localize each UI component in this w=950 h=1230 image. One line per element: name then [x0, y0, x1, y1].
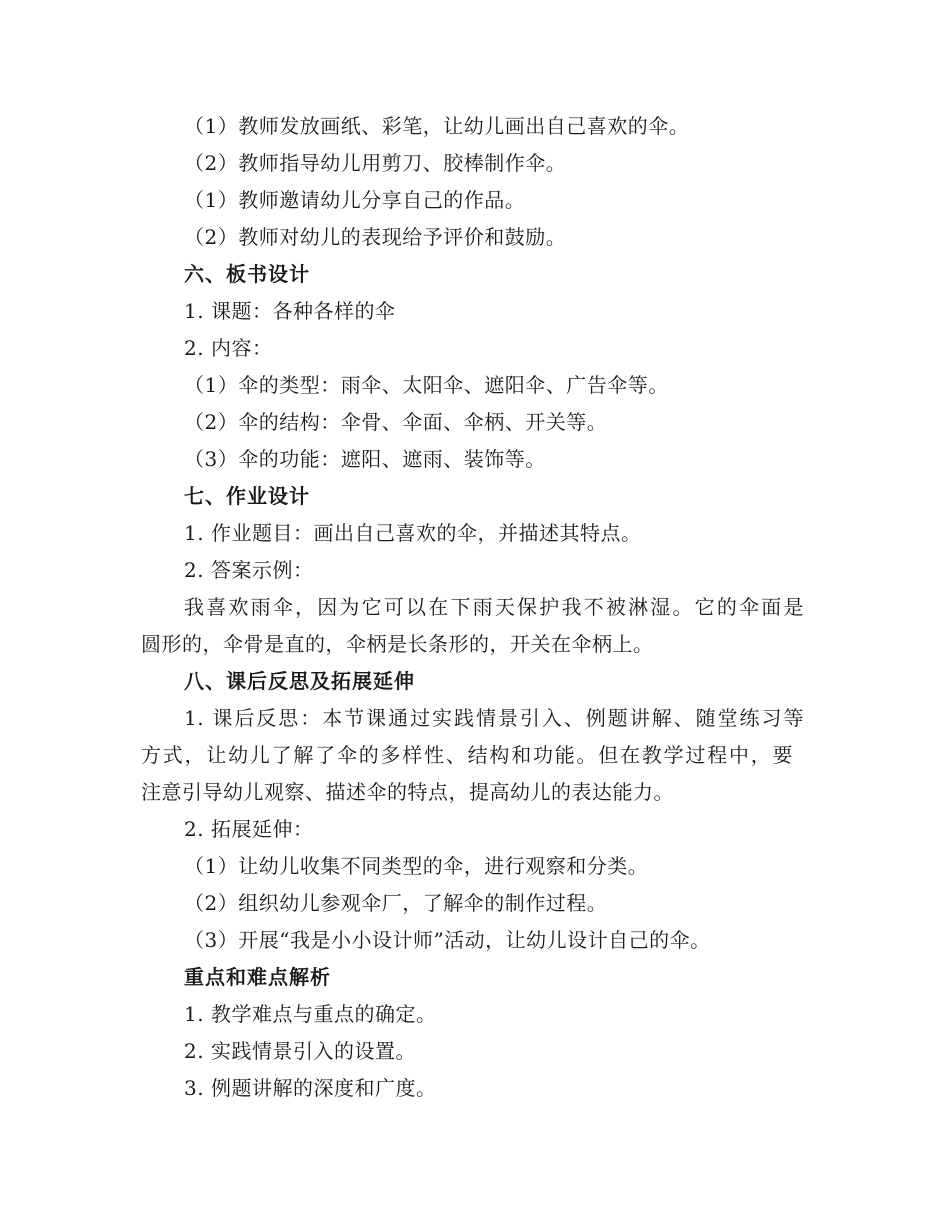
reflection-line-3: 注意引导幼儿观察、描述伞的特点，提高幼儿的表达能力。	[141, 780, 674, 804]
extension-label: 2. 拓展延伸：	[184, 817, 314, 841]
homework-answer-label: 2. 答案示例：	[184, 558, 314, 582]
board-topic: 1. 课题：各种各样的伞	[184, 299, 396, 323]
activity-step-make: （2）教师指导幼儿用剪刀、胶棒制作伞。	[184, 151, 567, 175]
board-umbrella-function: （3）伞的功能：遮阳、遮雨、装饰等。	[184, 447, 546, 471]
extension-item-collect: （1）让幼儿收集不同类型的伞，进行观察和分类。	[184, 854, 649, 878]
section-heading-reflection: 八、课后反思及拓展延伸	[184, 669, 415, 693]
activity-step-draw: （1）教师发放画纸、彩笔，让幼儿画出自己喜欢的伞。	[184, 114, 690, 138]
homework-answer-line-2: 圆形的，伞骨是直的，伞柄是长条形的，开关在伞柄上。	[141, 632, 654, 656]
homework-task: 1. 作业题目：画出自己喜欢的伞，并描述其特点。	[184, 521, 642, 545]
section-heading-key-points: 重点和难点解析	[184, 965, 331, 989]
board-umbrella-types: （1）伞的类型：雨伞、太阳伞、遮阳伞、广告伞等。	[184, 373, 669, 397]
section-heading-board-design: 六、板书设计	[184, 262, 310, 286]
reflection-line-2: 方式，让幼儿了解了伞的多样性、结构和功能。但在教学过程中，要	[141, 743, 793, 767]
extension-item-design: （3）开展“我是小小设计师”活动，让幼儿设计自己的伞。	[184, 928, 711, 952]
key-point-2: 2. 实践情景引入的设置。	[184, 1039, 416, 1063]
board-umbrella-structure: （2）伞的结构：伞骨、伞面、伞柄、开关等。	[184, 410, 608, 434]
key-point-1: 1. 教学难点与重点的确定。	[184, 1002, 437, 1026]
board-content-label: 2. 内容：	[184, 336, 273, 360]
activity-step-evaluate: （2）教师对幼儿的表现给予评价和鼓励。	[184, 225, 567, 249]
activity-step-share: （1）教师邀请幼儿分享自己的作品。	[184, 188, 526, 212]
homework-answer-line-1: 我喜欢雨伞，因为它可以在下雨天保护我不被淋湿。它的伞面是	[184, 595, 804, 619]
section-heading-homework: 七、作业设计	[184, 484, 310, 508]
key-point-3: 3. 例题讲解的深度和广度。	[184, 1076, 437, 1100]
extension-item-visit: （2）组织幼儿参观伞厂，了解伞的制作过程。	[184, 891, 608, 915]
reflection-line-1: 1. 课后反思：本节课通过实践情景引入、例题讲解、随堂练习等	[184, 706, 804, 730]
